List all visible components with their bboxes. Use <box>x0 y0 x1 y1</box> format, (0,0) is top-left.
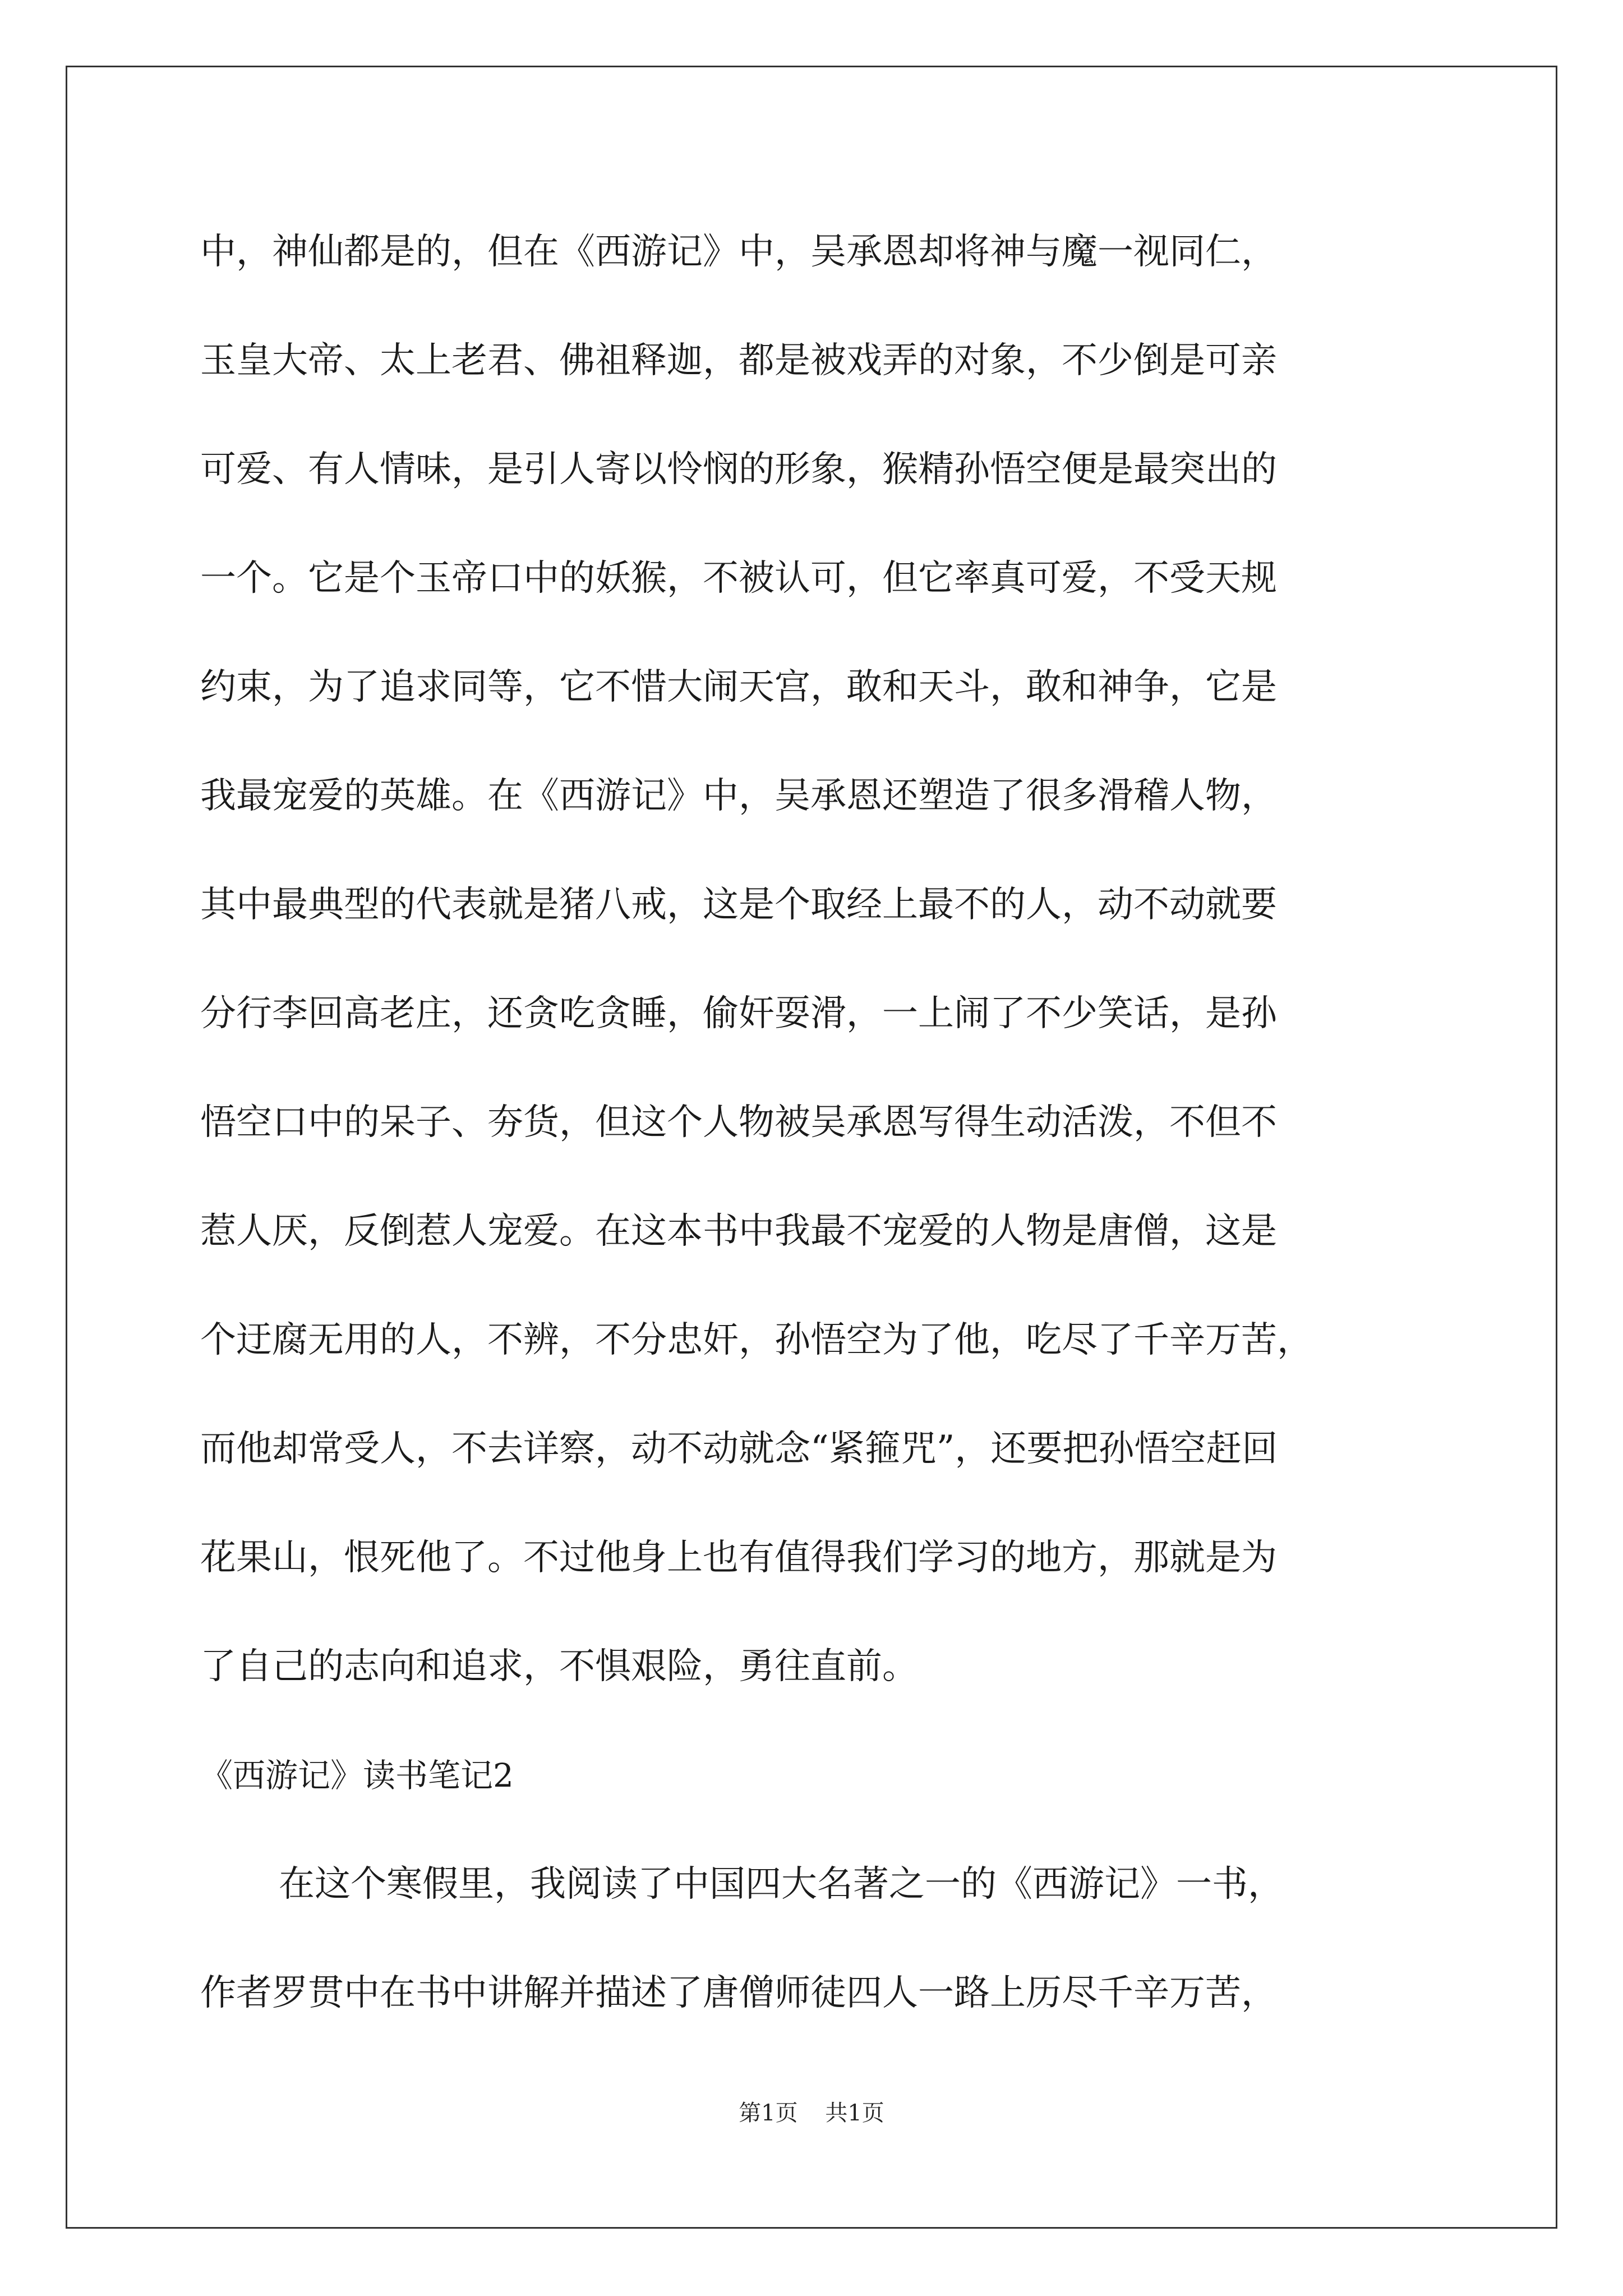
text-line: 分行李回高老庄，还贪吃贪睡，偷奸耍滑，一上闹了不少笑话，是孙 <box>200 993 1277 1034</box>
page-footer <box>0 2095 1623 2127</box>
text-line: 中，神仙都是的，但在《西游记》中，吴承恩却将神与魔一视同仁， <box>200 231 1277 273</box>
text-line: 惹人厌，反倒惹人宠爱。在这本书中我最不宠爱的人物是唐僧，这是 <box>200 1211 1277 1252</box>
text-line: 悟空口中的呆子、夯货，但这个人物被吴承恩写得生动活泼，不但不 <box>200 1102 1277 1143</box>
paragraph-2 <box>200 1830 1434 2047</box>
section-title: 《西游记》读书笔记2 <box>200 1756 514 1795</box>
text-line: 我最宠爱的英雄。在《西游记》中，吴承恩还塑造了很多滑稽人物， <box>200 775 1277 817</box>
text-line: 个迂腐无用的人，不辨，不分忠奸，孙悟空为了他，吃尽了千辛万苦， <box>200 1319 1313 1361</box>
text-line: 花果山，恨死他了。不过他身上也有值得我们学习的地方，那就是为 <box>200 1537 1277 1579</box>
text-line: 了自己的志向和追求，不惧艰险，勇往直前。 <box>200 1646 918 1687</box>
document-body <box>200 197 1434 2047</box>
page-total: 共1页 <box>825 2100 884 2126</box>
text-line: 作者罗贯中在书中讲解并描述了唐僧师徒四人一路上历尽千辛万苦， <box>200 1972 1277 2014</box>
text-line: 可爱、有人情味，是引人寄以怜悯的形象，猴精孙悟空便是最突出的 <box>200 449 1277 490</box>
page-number: 第1页 <box>739 2100 798 2126</box>
text-line: 约束，为了追求同等，它不惜大闹天宫，敢和天斗，敢和神争，它是 <box>200 666 1277 708</box>
paragraph-1 <box>200 197 1434 1721</box>
text-line: 而他却常受人，不去详察，动不动就念“紧箍咒”，还要把孙悟空赶回 <box>200 1428 1278 1470</box>
text-line: 其中最典型的代表就是猪八戒，这是个取经上最不的人，动不动就要 <box>200 884 1277 926</box>
text-line: 玉皇大帝、太上老君、佛祖释迦，都是被戏弄的对象，不少倒是可亲 <box>200 340 1277 381</box>
text-line: 在这个寒假里，我阅读了中国四大名著之一的《西游记》一书， <box>279 1864 1284 1905</box>
text-line: 一个。它是个玉帝口中的妖猴，不被认可，但它率真可爱，不受天规 <box>200 558 1277 599</box>
